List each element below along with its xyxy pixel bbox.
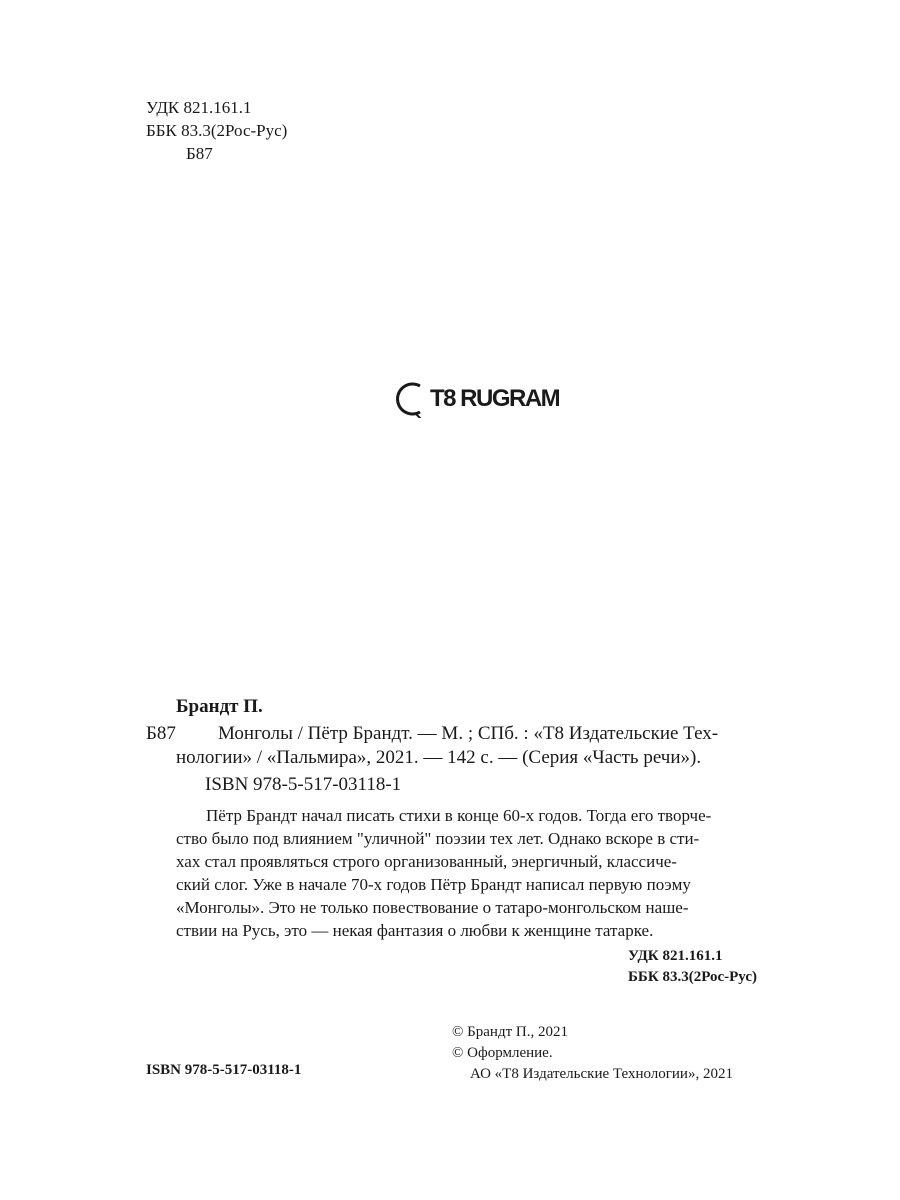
annotation-line: «Монголы». Это не только повествование о татаро-монгольском наше- xyxy=(176,898,689,917)
isbn-bottom: ISBN 978-5-517-03118-1 xyxy=(146,1062,302,1078)
bibliography-title-line: Монголы / Пётр Брандт. — М. ; СПб. : «Т8 Издательские Тех- xyxy=(218,723,719,744)
logo-text: T8 RUGRAM xyxy=(430,385,560,412)
udk-code: УДК 821.161.1 xyxy=(146,98,252,117)
top-classification-codes xyxy=(146,96,287,165)
right-classification-codes xyxy=(628,946,757,988)
copyright-design: © Оформление. xyxy=(452,1045,553,1061)
annotation-line: ство было под влиянием "уличной" поэзии тех лет. Однако вскоре в сти- xyxy=(176,829,700,848)
copyright-author: © Брандт П., 2021 xyxy=(452,1024,568,1040)
bibliography-isbn: ISBN 978-5-517-03118-1 xyxy=(205,774,402,795)
author-shelf-code: Б87 xyxy=(186,144,213,163)
copyright-block xyxy=(452,1022,733,1085)
bibliography-shelf-code: Б87 xyxy=(146,723,176,744)
annotation xyxy=(176,804,711,942)
annotation-line: Пётр Брандт начал писать стихи в конце 60-х годов. Тогда его творче- xyxy=(206,806,712,825)
bbk-code: ББК 83.3(2Рос-Рус) xyxy=(146,121,288,140)
annotation-line: ствии на Русь, это — некая фантазия о любви к женщине татарке. xyxy=(176,921,654,940)
t8-rugram-logo-icon xyxy=(396,380,426,418)
bibliography-line-1 xyxy=(146,722,786,746)
bbk-code: ББК 83.3(2Рос-Рус) xyxy=(628,969,758,985)
copyright-organization: АО «Т8 Издательские Технологии», 2021 xyxy=(470,1066,733,1082)
bibliography-line-2: нологии» / «Пальмира», 2021. — 142 с. — (Серия «Часть речи»). xyxy=(176,747,702,768)
udk-code: УДК 821.161.1 xyxy=(628,948,723,964)
publisher-logo xyxy=(396,380,559,418)
bibliographic-description xyxy=(146,722,786,770)
bibliography-author: Брандт П. xyxy=(176,696,263,717)
annotation-line: хах стал проявляться строго организованный, энергичный, классиче- xyxy=(176,852,677,871)
annotation-line: ский слог. Уже в начале 70-х годов Пётр Брандт написал первую поэму xyxy=(176,875,691,894)
